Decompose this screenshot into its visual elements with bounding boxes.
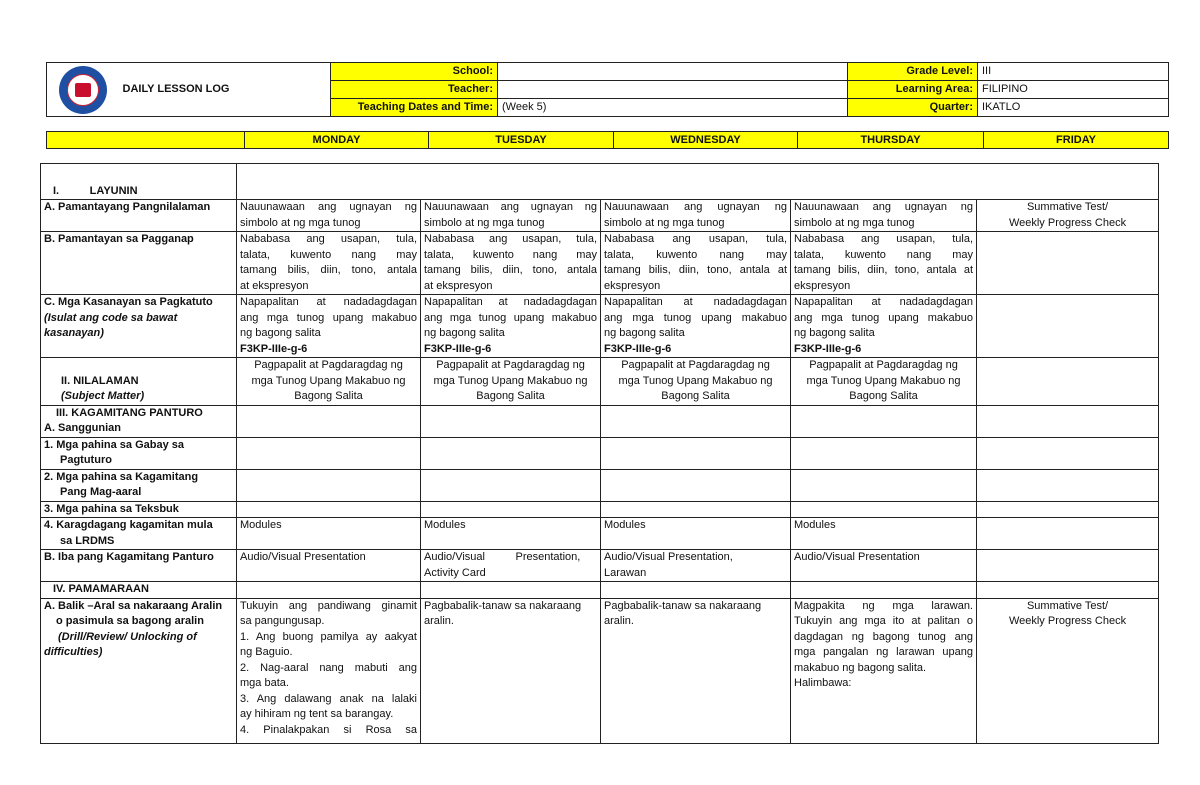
section-layunin: I. LAYUNIN (41, 164, 237, 200)
pamantayang-friday: Summative Test/ Weekly Progress Check (977, 200, 1159, 232)
row-karagdagang-kagamitan: 4. Karagdagang kagamitan mula sa LRDMS (41, 518, 237, 550)
row-pamantayan-pagganap: B. Pamantayan sa Pagganap (41, 232, 237, 295)
kagamitan-thursday (791, 405, 977, 437)
day-tuesday: TUESDAY (429, 132, 614, 149)
row-teksbuk: 3. Mga pahina sa Teksbuk (41, 501, 237, 518)
lesson-log-table (40, 163, 1159, 744)
pamantayang-monday: Nauunawaan ang ugnayan ng simbolo at ng mga tunog (237, 200, 421, 232)
teaching-dates-label: Teaching Dates and Time: (331, 99, 498, 117)
grade-level-value: III (978, 63, 1169, 81)
kagamitang-thursday (791, 469, 977, 501)
iba-tuesday: Audio/Visual Presentation, Activity Card (421, 550, 601, 582)
nilalaman-wednesday: Pagpapalit at Pagdaragdag ng mga Tunog Upang Makabuo ng Bagong Salita (601, 358, 791, 406)
gabay-wednesday (601, 437, 791, 469)
teksbuk-tuesday (421, 501, 601, 518)
kasanayan-wednesday: Napapalitan at nadadagdagan ang mga tunog upang makabuo ng bagong salita F3KP-IIIe-g-6 (601, 295, 791, 358)
kasanayan-thursday: Napapalitan at nadadagdagan ang mga tunog upang makabuo ng bagong salita F3KP-IIIe-g-6 (791, 295, 977, 358)
kagamitang-monday (237, 469, 421, 501)
pagganap-friday (977, 232, 1159, 295)
deped-seal-icon (59, 66, 107, 114)
balik-friday: Summative Test/ Weekly Progress Check (977, 598, 1159, 743)
day-friday: FRIDAY (984, 132, 1169, 149)
kagamitang-wednesday (601, 469, 791, 501)
karagdagang-friday (977, 518, 1159, 550)
header-table (46, 62, 1169, 117)
row-kasanayan: C. Mga Kasanayan sa Pagkatuto (Isulat ang code sa bawat kasanayan) (41, 295, 237, 358)
pamamaraan-thursday (791, 582, 977, 599)
grade-level-label: Grade Level: (848, 63, 978, 81)
document-title: DAILY LESSON LOG (119, 63, 331, 117)
kagamitan-tuesday (421, 405, 601, 437)
balik-monday: Tukuyin ang pandiwang ginamit sa pangungusap. 1. Ang buong pamilya ay aakyat ng Baguio. 2. Nag-aaral nang mabuti ang mga bata. 3. Ang dalawang anak na lalaki ay hihiram ng tent sa barangay. 4. Pinalakpakan si Rosa sa (237, 598, 421, 743)
kagamitan-monday (237, 405, 421, 437)
teacher-value (498, 81, 848, 99)
kagamitan-wednesday (601, 405, 791, 437)
iba-wednesday: Audio/Visual Presentation, Larawan (601, 550, 791, 582)
teacher-label: Teacher: (331, 81, 498, 99)
pamantayang-wednesday: Nauunawaan ang ugnayan ng simbolo at ng mga tunog (601, 200, 791, 232)
nilalaman-thursday: Pagpapalit at Pagdaragdag ng mga Tunog Upang Makabuo ng Bagong Salita (791, 358, 977, 406)
section-pamamaraan: IV. PAMAMARAAN (41, 582, 237, 599)
day-monday: MONDAY (245, 132, 429, 149)
balik-thursday: Magpakita ng mga larawan. Tukuyin ang mga ito at palitan o dagdagan ng bagong tunog ang mga pangalan ng larawan upang makabuo ng bagong salita. Halimbawa: (791, 598, 977, 743)
karagdagang-monday: Modules (237, 518, 421, 550)
deped-seal-cell (47, 63, 119, 117)
teksbuk-wednesday (601, 501, 791, 518)
iba-friday (977, 550, 1159, 582)
section-nilalaman: II. NILALAMAN (Subject Matter) (41, 358, 237, 406)
days-bar (46, 131, 1169, 149)
karagdagang-tuesday: Modules (421, 518, 601, 550)
teaching-dates-value: (Week 5) (498, 99, 848, 117)
karagdagang-wednesday: Modules (601, 518, 791, 550)
teksbuk-thursday (791, 501, 977, 518)
teksbuk-friday (977, 501, 1159, 518)
quarter-value: IKATLO (978, 99, 1169, 117)
pamamaraan-tuesday (421, 582, 601, 599)
gabay-friday (977, 437, 1159, 469)
row-kagamitang-mag-aaral: 2. Mga pahina sa Kagamitang Pang Mag-aaral (41, 469, 237, 501)
pamamaraan-wednesday (601, 582, 791, 599)
gabay-tuesday (421, 437, 601, 469)
school-value (498, 63, 848, 81)
day-wednesday: WEDNESDAY (614, 132, 798, 149)
iba-monday: Audio/Visual Presentation (237, 550, 421, 582)
kasanayan-monday: Napapalitan at nadadagdagan ang mga tunog upang makabuo ng bagong salita F3KP-IIIe-g-6 (237, 295, 421, 358)
teksbuk-monday (237, 501, 421, 518)
row-gabay-pagtuturo: 1. Mga pahina sa Gabay sa Pagtuturo (41, 437, 237, 469)
pagganap-tuesday: Nababasa ang usapan, tula, talata, kuwento nang may tamang bilis, diin, tono, antala at ekspresyon (421, 232, 601, 295)
pagganap-monday: Nababasa ang usapan, tula, talata, kuwento nang may tamang bilis, diin, tono, antala at ekspresyon (237, 232, 421, 295)
quarter-label: Quarter: (848, 99, 978, 117)
section-kagamitang-panturo: III. KAGAMITANG PANTURO A. Sanggunian (41, 405, 237, 437)
karagdagang-thursday: Modules (791, 518, 977, 550)
pagganap-wednesday: Nababasa ang usapan, tula, talata, kuwento nang may tamang bilis, diin, tono, antala at ekspresyon (601, 232, 791, 295)
school-label: School: (331, 63, 498, 81)
kasanayan-friday (977, 295, 1159, 358)
pagganap-thursday: Nababasa ang usapan, tula, talata, kuwento nang may tamang bilis, diin, tono, antala at ekspresyon (791, 232, 977, 295)
nilalaman-tuesday: Pagpapalit at Pagdaragdag ng mga Tunog Upang Makabuo ng Bagong Salita (421, 358, 601, 406)
pamamaraan-monday (237, 582, 421, 599)
kagamitan-friday (977, 405, 1159, 437)
pamantayang-tuesday: Nauunawaan ang ugnayan ng simbolo at ng mga tunog (421, 200, 601, 232)
gabay-thursday (791, 437, 977, 469)
pamamaraan-friday (977, 582, 1159, 599)
gabay-monday (237, 437, 421, 469)
learning-area-label: Learning Area: (848, 81, 978, 99)
row-balik-aral: A. Balik –Aral sa nakaraang Aralin o pasimula sa bagong aralin (Drill/Review/ Unlocking of difficulties) (41, 598, 237, 743)
balik-wednesday: Pagbabalik-tanaw sa nakaraang aralin. (601, 598, 791, 743)
kasanayan-tuesday: Napapalitan at nadadagdagan ang mga tunog upang makabuo ng bagong salita F3KP-IIIe-g-6 (421, 295, 601, 358)
pamantayang-thursday: Nauunawaan ang ugnayan ng simbolo at ng mga tunog (791, 200, 977, 232)
day-thursday: THURSDAY (798, 132, 984, 149)
row-iba-pang-kagamitang: B. Iba pang Kagamitang Panturo (41, 550, 237, 582)
nilalaman-friday (977, 358, 1159, 406)
iba-thursday: Audio/Visual Presentation (791, 550, 977, 582)
kagamitang-tuesday (421, 469, 601, 501)
learning-area-value: FILIPINO (978, 81, 1169, 99)
layunin-blank (237, 164, 1159, 200)
balik-tuesday: Pagbabalik-tanaw sa nakaraang aralin. (421, 598, 601, 743)
kagamitang-friday (977, 469, 1159, 501)
row-pamantayang-pangnilalaman: A. Pamantayang Pangnilalaman (41, 200, 237, 232)
nilalaman-monday: Pagpapalit at Pagdaragdag ng mga Tunog Upang Makabuo ng Bagong Salita (237, 358, 421, 406)
days-blank-cell (47, 132, 245, 149)
